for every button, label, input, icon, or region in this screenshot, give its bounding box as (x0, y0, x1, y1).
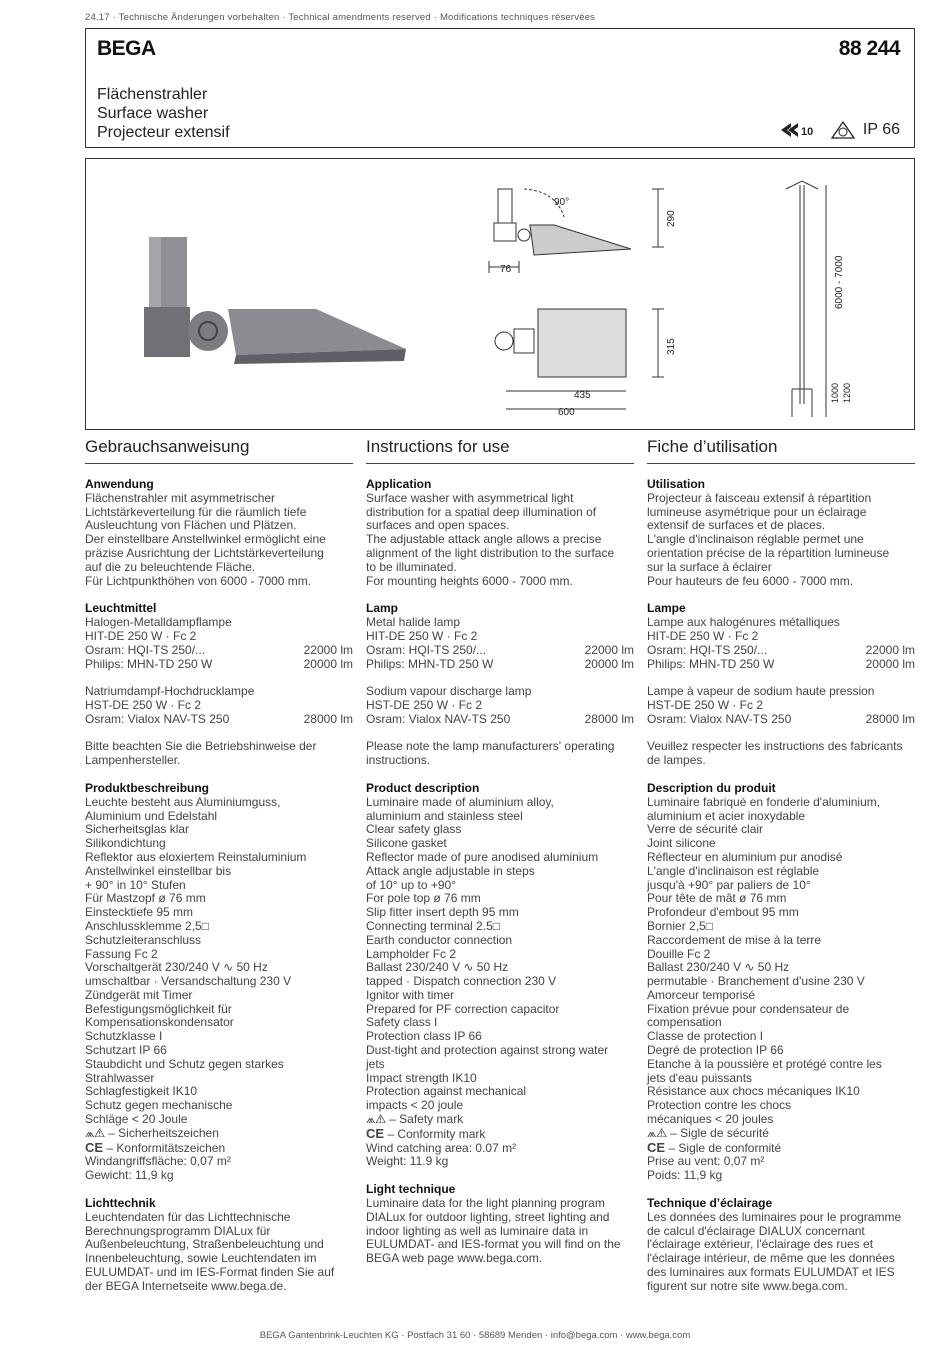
text-line: L'angle d'inclinaison est réglable (647, 863, 820, 878)
text-line: sur la surface à éclairer (647, 559, 772, 574)
text-line: de lampes. (647, 753, 706, 768)
text-line: jets (366, 1056, 385, 1071)
dim-1200-label: 1200 (842, 382, 852, 403)
lamp-row (647, 644, 915, 658)
column-french (647, 437, 915, 1294)
text-line: Prepared for PF correction capacitor (366, 1001, 560, 1016)
text-line: HIT-DE 250 W · Fc 2 (647, 628, 759, 643)
section-heading: Anwendung (85, 477, 154, 491)
lamp-flux: 20000 lm (303, 656, 353, 671)
text-line: Anschlussklemme 2,5□ (85, 918, 209, 933)
text-line: Bornier 2,5□ (647, 918, 713, 933)
text-line: Vorschaltgerät 230/240 V ∿ 50 Hz (85, 960, 268, 975)
product-name-fr: Projecteur extensif (97, 124, 230, 141)
text-line: For mounting heights 6000 - 7000 mm. (366, 573, 573, 588)
angle-label: 90° (554, 197, 570, 208)
text-line: Sicherheitsglas klar (85, 822, 190, 837)
text-line: Attack angle adjustable in steps (366, 863, 535, 878)
safety-mark-icon: ⩕⚠ (366, 1112, 386, 1127)
text-line: Lampholder Fc 2 (366, 946, 457, 961)
ce-mark-icon: CE (85, 1139, 104, 1155)
text-line: Metal halide lamp (366, 615, 461, 630)
impact-rating-icon (779, 121, 823, 139)
text-line: Veuillez respecter les instructions des fabricants (647, 739, 903, 754)
text-line: Classe de protection I (647, 1029, 764, 1044)
section-heading: Lichttechnik (85, 1196, 156, 1211)
column-english (366, 437, 634, 1266)
text-line: Weight: 11.9 kg (366, 1154, 449, 1169)
text-line: der BEGA Internetseite www.bega.de. (85, 1278, 287, 1293)
text-line: BEGA web page www.bega.com. (366, 1251, 543, 1266)
lamp-row (366, 713, 634, 727)
text-line: Etanche à la poussière et protégé contre les (647, 1056, 882, 1071)
pole-drawing (786, 181, 826, 417)
section-produktbeschreibung (85, 782, 353, 1183)
text-line: Bitte beachten Sie die Betriebshinweise der (85, 739, 317, 754)
column-german (85, 437, 353, 1294)
text-line: aluminium et acier inoxydable (647, 808, 806, 823)
lamp-name: Osram: Vialox NAV-TS 250 (366, 711, 511, 726)
section-heading: Lampe (647, 601, 686, 616)
section-lampe (647, 602, 915, 768)
text-line: Protection against mechanical (366, 1084, 527, 1099)
text-line: indoor lighting as well as luminaire data in (366, 1223, 589, 1238)
text-line: HST-DE 250 W · Fc 2 (85, 697, 202, 712)
text-line: Sodium vapour discharge lamp (366, 684, 532, 699)
lamp-row (647, 713, 915, 727)
lamp-row (85, 644, 353, 658)
text-line: Luminaire data for the light planning program (366, 1196, 605, 1211)
text-line: umschaltbar · Versandschaltung 230 V (85, 974, 292, 989)
dim-height-label: 6000 - 7000 (834, 255, 845, 309)
text-line: – Konformitätszeichen (106, 1140, 226, 1155)
text-line: Raccordement de mise à la terre (647, 932, 822, 947)
text-line: Reflektor aus eloxiertem Reinstaluminium (85, 849, 307, 864)
impact-rating-value: 10 (800, 126, 814, 138)
text-line: impacts < 20 joule (366, 1098, 464, 1113)
text-line: Halogen-Metalldampflampe (85, 615, 232, 630)
ce-mark-icon: CE (366, 1125, 385, 1141)
dim-600-label: 600 (558, 407, 575, 418)
text-line: HST-DE 250 W · Fc 2 (647, 697, 764, 712)
text-line: Kompensationskondensator (85, 1015, 234, 1030)
text-line: – Conformity mark (387, 1126, 486, 1141)
dim-315-label: 315 (666, 338, 677, 355)
text-line: Prise au vent: 0,07 m² (647, 1154, 765, 1169)
text-line: Safety class I (366, 1015, 438, 1030)
text-line: Ignitor with timer (366, 987, 455, 1002)
text-line: distribution for a spatial deep illumination of (366, 504, 597, 519)
text-line: Anstellwinkel einstellbar bis (85, 863, 232, 878)
lamp-name: Osram: HQI-TS 250/... (85, 642, 206, 657)
text-line: Schutzleiteranschluss (85, 932, 202, 947)
text-line: Amorceur temporisé (647, 987, 756, 1002)
safety-mark-icon: ⩕⚠ (85, 1125, 105, 1140)
ce-mark-icon: CE (647, 1139, 666, 1155)
text-line: Fassung Fc 2 (85, 946, 158, 961)
text-line: Connecting terminal 2.5□ (366, 918, 500, 933)
lamp-flux: 28000 lm (865, 711, 915, 726)
text-line: Flächenstrahler mit asymmetrischer (85, 490, 276, 505)
text-line: Für Lichtpunkthöhen von 6000 - 7000 mm. (85, 573, 312, 588)
text-line: Natriumdampf-Hochdrucklampe (85, 684, 255, 699)
text-line: EULUMDAT- and IES-format you will find on the (366, 1237, 621, 1252)
article-number: 88 244 (838, 37, 900, 60)
text-line: aluminium and stainless steel (366, 808, 523, 823)
text-line: jusqu'à +90° par paliers de 10° (647, 877, 811, 892)
text-line: compensation (647, 1015, 722, 1030)
text-line: orientation précise de la répartition lumineuse (647, 545, 890, 560)
section-technique-eclairage (647, 1197, 915, 1294)
section-heading: Technique d’éclairage (647, 1196, 773, 1211)
lamp-flux: 22000 lm (865, 642, 915, 657)
product-name-de: Flächenstrahler (97, 86, 208, 103)
product-drawings (85, 158, 915, 430)
lamp-name: Osram: HQI-TS 250/... (366, 642, 487, 657)
text-line: Staubdicht und Schutz gegen starkes (85, 1056, 284, 1071)
text-line: Schutzart IP 66 (85, 1043, 167, 1058)
footer-address: BEGA Gantenbrink-Leuchten KG · Postfach 31 60 · 58689 Menden · info@bega.com · www.bega.com (259, 1330, 691, 1341)
text-line: Innenbeleuchtung, sowie Leuchtendaten im (85, 1251, 317, 1266)
text-line: l'éclairage intérieur, de même que les données (647, 1251, 895, 1266)
text-line: figurent sur notre site www.bega.com. (647, 1278, 848, 1293)
text-line: Einstecktiefe 95 mm (85, 905, 194, 920)
text-line: Strahlwasser (85, 1070, 155, 1085)
lamp-row (366, 658, 634, 672)
lamp-row (366, 644, 634, 658)
text-line: Reflector made of pure anodised aluminium (366, 849, 599, 864)
text-line: Schlagfestigkeit IK10 (85, 1084, 198, 1099)
column-title-german: Gebrauchsanweisung (85, 437, 353, 464)
section-utilisation (647, 478, 915, 588)
text-line: For pole top ø 76 mm (366, 891, 481, 906)
text-line: Wind catching area: 0.07 m² (366, 1140, 517, 1155)
text-line: Impact strength IK10 (366, 1070, 477, 1085)
text-line: – Safety mark (389, 1112, 464, 1127)
text-line: Windangriffsfläche: 0,07 m² (85, 1154, 231, 1169)
lamp-row (85, 658, 353, 672)
text-line: Ballast 230/240 V ∿ 50 Hz (647, 960, 790, 975)
section-light-technique (366, 1183, 634, 1266)
text-line: jets d'eau puissants (647, 1070, 753, 1085)
luminaire-rendering (144, 237, 406, 364)
lamp-flux: 28000 lm (303, 711, 353, 726)
safety-mark-line (366, 1113, 634, 1127)
product-names (97, 85, 230, 142)
text-line: Schläge < 20 Joule (85, 1112, 188, 1127)
safety-mark-icon (831, 121, 855, 139)
lamp-row (85, 713, 353, 727)
text-line: DIALux for outdoor lighting, street lighting and (366, 1209, 610, 1224)
text-line: Aluminium und Edelstahl (85, 808, 218, 823)
text-line: Les données des luminaires pour le programme (647, 1209, 902, 1224)
text-line: – Sigle de conformité (668, 1140, 782, 1155)
lamp-flux: 20000 lm (584, 656, 634, 671)
section-heading: Product description (366, 780, 480, 795)
text-line: Surface washer with asymmetrical light (366, 490, 574, 505)
text-line: Lampe aux halogénures métalliques (647, 615, 840, 630)
lamp-name: Osram: Vialox NAV-TS 250 (85, 711, 230, 726)
section-heading: Utilisation (647, 477, 706, 491)
text-line: Zündgerät mit Timer (85, 987, 193, 1002)
text-line: des luminaires aux formats EULUMDAT et IES (647, 1265, 895, 1280)
conformity-mark-line (647, 1141, 915, 1156)
lamp-row (647, 658, 915, 672)
text-line: + 90° in 10° Stufen (85, 877, 186, 892)
text-line: – Sigle de sécurité (670, 1125, 769, 1140)
text-line: EULUMDAT- und im IES-Format finden Sie auf (85, 1265, 335, 1280)
text-line: of 10° up to +90° (366, 877, 456, 892)
text-line: Ballast 230/240 V ∿ 50 Hz (366, 960, 509, 975)
lamp-flux: 28000 lm (584, 711, 634, 726)
text-line: Profondeur d'embout 95 mm (647, 905, 799, 920)
dim-76-label: 76 (500, 264, 512, 275)
text-line: Fixation prévue pour condensateur de (647, 1001, 850, 1016)
text-line: Leuchte besteht aus Aluminiumguss, (85, 794, 281, 809)
section-heading: Lamp (366, 601, 399, 616)
ip-rating: IP 66 (862, 121, 900, 138)
revision-note: 24.17 · Technische Änderungen vorbehalten · Technical amendments reserved · Modifications techniques réservées (85, 12, 596, 23)
text-line: Please note the lamp manufacturers' operating (366, 739, 615, 754)
text-line: Berechnungsprogramm DIALux für (85, 1223, 271, 1238)
dim-290-label: 290 (666, 210, 677, 227)
text-line: Verre de sécurité clair (647, 822, 764, 837)
column-title-english: Instructions for use (366, 437, 634, 464)
text-line: Dust-tight and protection against strong water (366, 1043, 609, 1058)
text-line: Réflecteur en aluminium pur anodisé (647, 849, 843, 864)
text-line: Lichtstärkeverteilung für die räumlich tiefe (85, 504, 307, 519)
text-line: Luminaire made of aluminium alloy, (366, 794, 554, 809)
text-line: Schutzklasse I (85, 1029, 163, 1044)
text-line: Ausleuchtung von Flächen und Plätzen. (85, 518, 297, 533)
brand-name: BEGA (97, 37, 156, 60)
text-line: Leuchtendaten für das Lichttechnische (85, 1209, 291, 1224)
side-view-drawing (489, 189, 664, 273)
text-line: surfaces and open spaces. (366, 518, 510, 533)
text-line: Protection class IP 66 (366, 1029, 482, 1044)
lamp-name: Osram: HQI-TS 250/... (647, 642, 768, 657)
section-leuchtmittel (85, 602, 353, 768)
text-line: lumineuse asymétrique pour un éclairage (647, 504, 867, 519)
lamp-name: Philips: MHN-TD 250 W (647, 656, 775, 671)
text-line: Außenbeleuchtung, Straßenbeleuchtung und (85, 1237, 324, 1252)
safety-mark-icon: ⩕⚠ (647, 1125, 667, 1140)
section-heading: Description du produit (647, 780, 776, 795)
section-heading: Produktbeschreibung (85, 780, 210, 795)
lamp-flux: 22000 lm (303, 642, 353, 657)
text-line: instructions. (366, 753, 431, 768)
section-heading: Leuchtmittel (85, 601, 157, 616)
text-line: mécaniques < 20 joules (647, 1112, 774, 1127)
text-line: Silikondichtung (85, 836, 166, 851)
lamp-flux: 22000 lm (584, 642, 634, 657)
dim-435-label: 435 (574, 390, 591, 401)
lamp-name: Philips: MHN-TD 250 W (85, 656, 213, 671)
text-line: Protection contre les chocs (647, 1098, 792, 1113)
text-line: HIT-DE 250 W · Fc 2 (85, 628, 197, 643)
dim-1000-label: 1000 (830, 382, 840, 403)
text-line: de calcul d'éclairage DIALUX concernant (647, 1223, 865, 1238)
text-line: Silicone gasket (366, 836, 447, 851)
text-line: Lampe à vapeur de sodium haute pression (647, 684, 875, 699)
section-application (366, 478, 634, 588)
lamp-name: Osram: Vialox NAV-TS 250 (647, 711, 792, 726)
text-line: Der einstellbare Anstellwinkel ermöglicht eine (85, 532, 326, 547)
text-line: Projecteur à faisceau extensif à répartition (647, 490, 872, 505)
text-line: Degré de protection IP 66 (647, 1043, 784, 1058)
column-title-french: Fiche d’utilisation (647, 437, 915, 464)
text-line: Gewicht: 11,9 kg (85, 1168, 174, 1183)
section-lamp (366, 602, 634, 768)
text-line: alignment of the light distribution to the surface (366, 545, 615, 560)
text-line: Clear safety glass (366, 822, 462, 837)
text-line: auf die zu beleuchtende Fläche. (85, 559, 256, 574)
text-line: L'angle d'inclinaison réglable permet une (647, 532, 864, 547)
text-line: extensif de surfaces et de places. (647, 518, 826, 533)
text-line: Für Mastzopf ø 76 mm (85, 891, 206, 906)
section-lichttechnik (85, 1197, 353, 1294)
conformity-mark-line (366, 1127, 634, 1142)
text-line: HIT-DE 250 W · Fc 2 (366, 628, 478, 643)
text-line: Slip fitter insert depth 95 mm (366, 905, 519, 920)
text-line: Befestigungsmöglichkeit für (85, 1001, 232, 1016)
text-line: Poids: 11,9 kg (647, 1168, 723, 1183)
text-line: präzise Ausrichtung der Lichtstärkeverteilung (85, 545, 324, 560)
text-line: – Sicherheitszeichen (108, 1125, 219, 1140)
section-heading: Light technique (366, 1182, 456, 1197)
text-line: Pour tête de mât ø 76 mm (647, 891, 787, 906)
text-line: Résistance aux chocs mécaniques IK10 (647, 1084, 860, 1099)
text-line: Pour hauteurs de feu 6000 - 7000 mm. (647, 573, 854, 588)
technical-drawing (86, 159, 916, 431)
text-line: Luminaire fabriqué en fonderie d'aluminium, (647, 794, 881, 809)
text-line: to be illuminated. (366, 559, 457, 574)
safety-mark-line (647, 1127, 915, 1141)
section-description-produit (647, 782, 915, 1183)
text-line: HST-DE 250 W · Fc 2 (366, 697, 483, 712)
text-line: The adjustable attack angle allows a precise (366, 532, 602, 547)
lamp-name: Philips: MHN-TD 250 W (366, 656, 494, 671)
text-line: tapped · Dispatch connection 230 V (366, 974, 557, 989)
text-line: Douille Fc 2 (647, 946, 711, 961)
text-line: Schutz gegen mechanische (85, 1098, 233, 1113)
text-line: Joint silicone (647, 836, 716, 851)
text-line: Earth conductor connection (366, 932, 513, 947)
section-product-description (366, 782, 634, 1169)
safety-mark-line (85, 1127, 353, 1141)
product-name-en: Surface washer (97, 105, 209, 122)
conformity-mark-line (85, 1141, 353, 1156)
text-line: Lampenhersteller. (85, 753, 181, 768)
lamp-flux: 20000 lm (865, 656, 915, 671)
certification-marks (779, 121, 900, 139)
product-header (85, 28, 915, 148)
section-anwendung (85, 478, 353, 588)
text-line: permutable · Branchement d'usine 230 V (647, 974, 865, 989)
text-line: l'éclairage extérieur, l'éclairage des rues et (647, 1237, 874, 1252)
section-heading: Application (366, 477, 432, 491)
